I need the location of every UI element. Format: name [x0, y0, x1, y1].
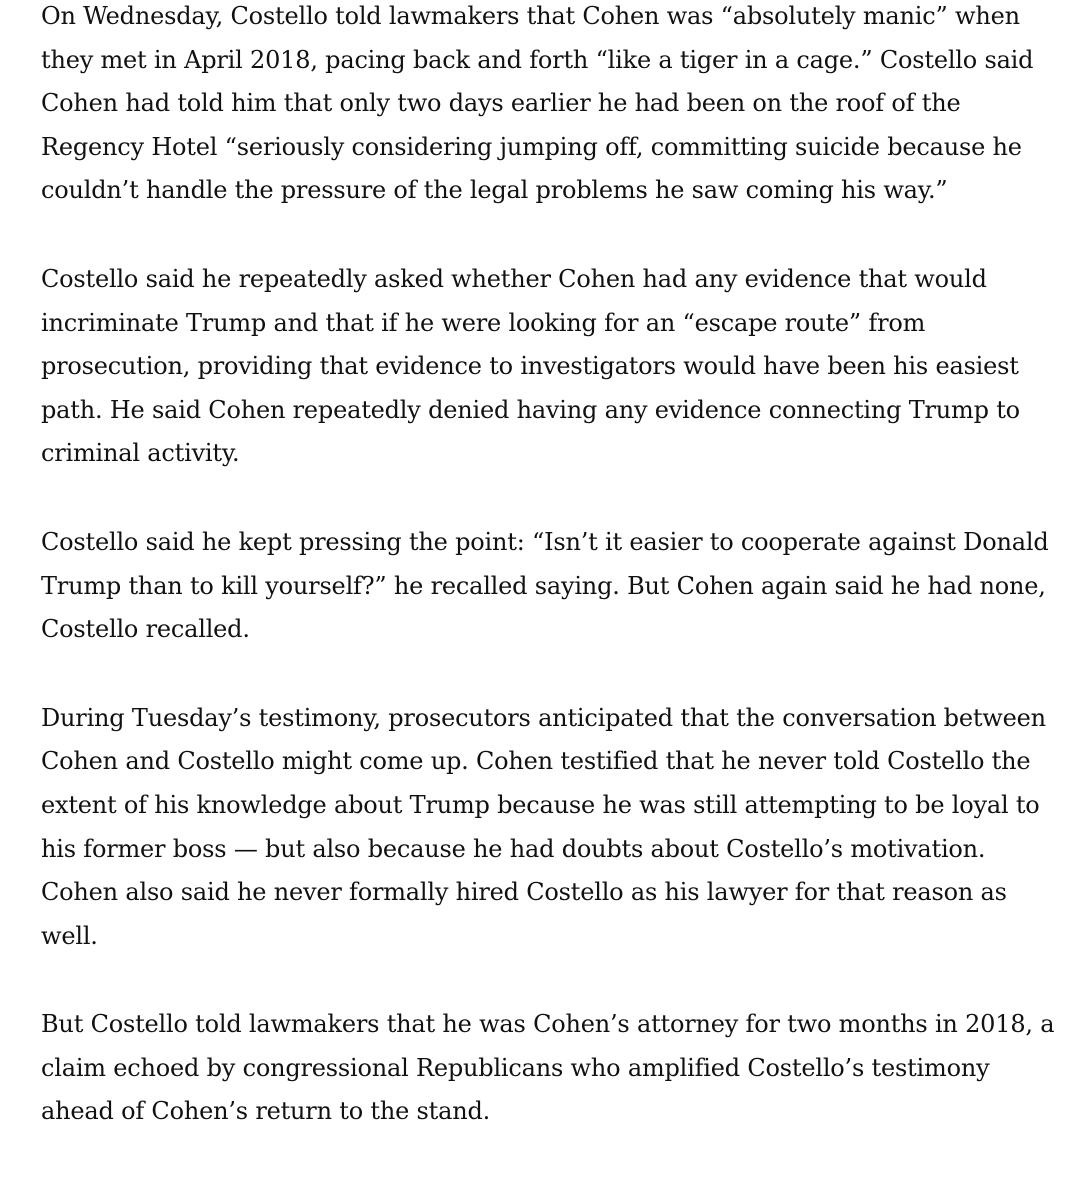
article-body [41, 0, 1063, 1179]
article-paragraph-4: During Tuesday’s testimony, prosecutors anticipated that the conversation between Cohen and Costello might come up. Cohen testified that he never told Costello the extent of his knowledge about Trump because he was still attempting to be loyal to his former boss — but also because he had doubts about Costello’s motivation. Cohen also said he never formally hired Costello as his lawyer for that reason as well. [41, 703, 1046, 950]
article-paragraph-3: Costello said he kept pressing the point: “Isn’t it easier to cooperate against Donald Trump than to kill yourself?” he recalled saying. But Cohen again said he had none, Costello recalled. [41, 527, 1049, 644]
article-paragraph-2: Costello said he repeatedly asked whether Cohen had any evidence that would incriminate Trump and that if he were looking for an “escape route” from prosecution, providing that evidence to investigators would have been his easiest path. He said Cohen repeatedly denied having any evidence connecting Trump to criminal activity. [41, 264, 1020, 468]
article-paragraph-1: On Wednesday, Costello told lawmakers that Cohen was “absolutely manic” when they met in April 2018, pacing back and forth “like a tiger in a cage.” Costello said Cohen had told him that only two days earlier he had been on the roof of the Regency Hotel “seriously considering jumping off, committing suicide because he couldn’t handle the pressure of the legal problems he saw coming his way.” [41, 2, 1034, 205]
article-paragraph-5: But Costello told lawmakers that he was Cohen’s attorney for two months in 2018, a claim echoed by congressional Republicans who amplified Costello’s testimony ahead of Cohen’s return to the stand. [41, 1010, 1055, 1126]
